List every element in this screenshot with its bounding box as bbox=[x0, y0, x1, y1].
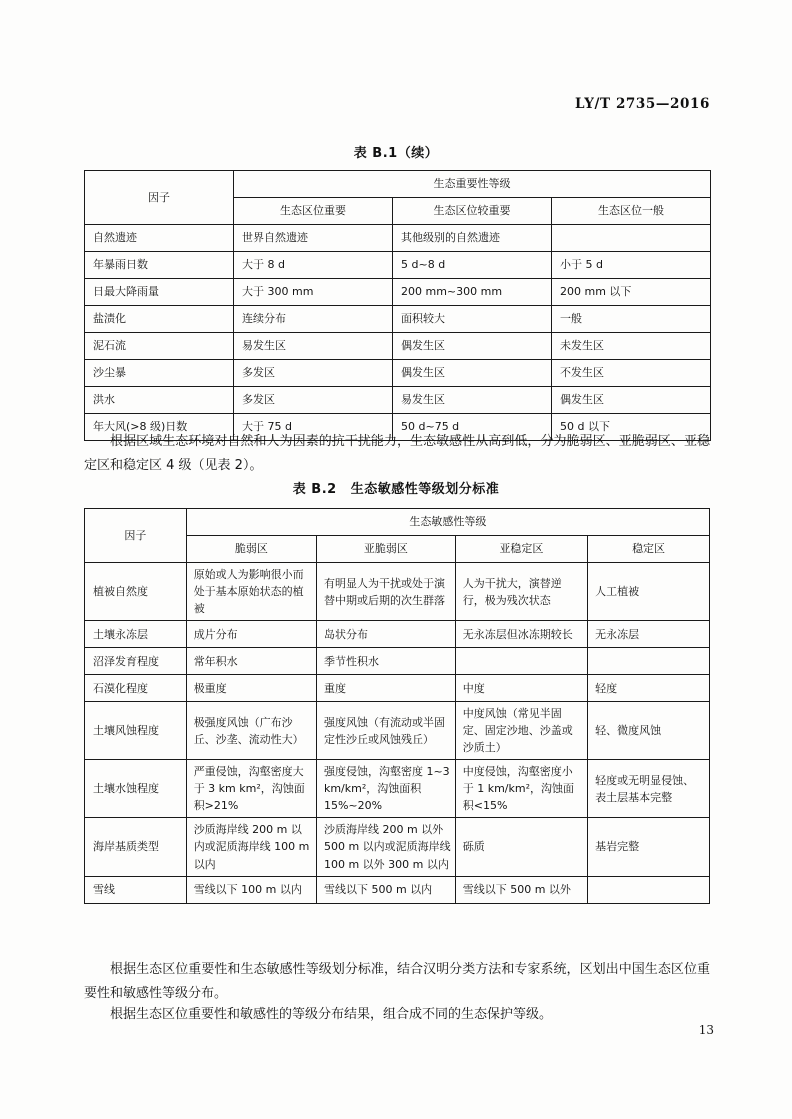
table-b1-cell bbox=[552, 225, 711, 252]
table-b1-cell: 不发生区 bbox=[552, 360, 711, 387]
table-b2-factor: 土壤风蚀程度 bbox=[85, 702, 187, 760]
table-b2-container bbox=[84, 508, 710, 904]
table-b2-caption-label: 表 B.2 bbox=[292, 482, 337, 497]
table-row bbox=[85, 279, 711, 306]
table-b2-cell: 重度 bbox=[316, 675, 455, 702]
table-b1-cell: 大于 300 mm bbox=[234, 279, 393, 306]
table-b2-cell: 强度风蚀（有流动或半固定性沙丘或风蚀残丘） bbox=[316, 702, 455, 760]
table-b2-factor: 雪线 bbox=[85, 876, 187, 903]
table-row bbox=[85, 252, 711, 279]
table-b2-cell: 季节性积水 bbox=[316, 648, 455, 675]
table-b2-cell: 轻度或无明显侵蚀、表土层基本完整 bbox=[588, 760, 710, 818]
table-b2-factor: 石漠化程度 bbox=[85, 675, 187, 702]
table-row bbox=[85, 563, 710, 621]
table-row bbox=[85, 225, 711, 252]
table-row bbox=[85, 648, 710, 675]
table-b1 bbox=[84, 170, 711, 441]
table-b1-cell: 5 d~8 d bbox=[393, 252, 552, 279]
table-b1-cell: 面积较大 bbox=[393, 306, 552, 333]
table-b1-head bbox=[85, 171, 711, 225]
table-b1-cell: 偶发生区 bbox=[393, 333, 552, 360]
table-b2-cell: 无永冻层但冰冻期较长 bbox=[455, 621, 587, 648]
table-row bbox=[85, 818, 710, 876]
table-b1-cell: 大于 8 d bbox=[234, 252, 393, 279]
table-b2-body bbox=[85, 563, 710, 904]
paragraph-text: 根据生态区位重要性和敏感性的等级分布结果，组合成不同的生态保护等级。 bbox=[110, 1007, 553, 1022]
table-b1-factor: 盐渍化 bbox=[85, 306, 234, 333]
table-row bbox=[85, 333, 711, 360]
table-row bbox=[85, 360, 711, 387]
table-b2-header-level-4: 稳定区 bbox=[588, 536, 710, 563]
table-b1-cell: 小于 5 d bbox=[552, 252, 711, 279]
table-b2-cell: 极强度风蚀（广布沙丘、沙垄、流动性大） bbox=[186, 702, 316, 760]
table-b2-cell: 成片分布 bbox=[186, 621, 316, 648]
table-b1-factor: 泥石流 bbox=[85, 333, 234, 360]
table-b1-factor: 洪水 bbox=[85, 387, 234, 414]
table-b2-cell: 轻、微度风蚀 bbox=[588, 702, 710, 760]
table-row bbox=[85, 760, 710, 818]
table-b1-cell: 多发区 bbox=[234, 387, 393, 414]
table-b1-factor: 年大风(>8 级)日数 bbox=[85, 414, 234, 441]
table-b2-cell: 雪线以下 500 m 以外 bbox=[455, 876, 587, 903]
table-b1-cell: 多发区 bbox=[234, 360, 393, 387]
table-b1-cell: 大于 75 d bbox=[234, 414, 393, 441]
table-b1-cell: 200 mm 以下 bbox=[552, 279, 711, 306]
table-b2-cell: 有明显人为干扰或处于演替中期或后期的次生群落 bbox=[316, 563, 455, 621]
table-b2-cell bbox=[588, 648, 710, 675]
table-b1-factor: 沙尘暴 bbox=[85, 360, 234, 387]
table-b1-cell: 偶发生区 bbox=[552, 387, 711, 414]
page-number: 13 bbox=[698, 1023, 714, 1037]
document-header bbox=[82, 96, 710, 116]
table-row bbox=[85, 171, 711, 198]
paragraph-zoning-result bbox=[84, 958, 710, 1006]
table-b2-cell: 中度风蚀（常见半固定、固定沙地、沙盖或沙质土） bbox=[455, 702, 587, 760]
table-row bbox=[85, 387, 711, 414]
table-b2-cell: 雪线以下 500 m 以内 bbox=[316, 876, 455, 903]
table-b2-cell: 极重度 bbox=[186, 675, 316, 702]
table-b2-cell: 人为干扰大，演替逆行，极为残次状态 bbox=[455, 563, 587, 621]
table-b1-cell: 其他级别的自然遗迹 bbox=[393, 225, 552, 252]
table-b2-cell: 砾质 bbox=[455, 818, 587, 876]
table-b1-cell: 200 mm~300 mm bbox=[393, 279, 552, 306]
standard-number: LY/T 2735—2016 bbox=[575, 96, 710, 112]
table-b2-cell: 人工植被 bbox=[588, 563, 710, 621]
table-b2-cell: 强度侵蚀，沟壑密度 1~3 km/km²，沟蚀面积 15%~20% bbox=[316, 760, 455, 818]
paragraph-protection-grade bbox=[84, 1003, 710, 1027]
table-b1-factor: 自然遗迹 bbox=[85, 225, 234, 252]
table-b2-cell: 岛状分布 bbox=[316, 621, 455, 648]
table-b1-container bbox=[84, 170, 711, 441]
table-b2-header-group: 生态敏感性等级 bbox=[186, 509, 709, 536]
table-b2-cell: 无永冻层 bbox=[588, 621, 710, 648]
paragraph-text: 根据区域生态环境对自然和人为因素的抗干扰能力，生态敏感性从高到低，分为脆弱区、亚脆弱区、亚稳定区和稳定区 4 级（见表 2）。 bbox=[84, 434, 710, 474]
table-b1-header-factor: 因子 bbox=[85, 171, 234, 225]
table-b2-head bbox=[85, 509, 710, 563]
table-b2 bbox=[84, 508, 710, 904]
table-b1-cell: 易发生区 bbox=[234, 333, 393, 360]
table-row bbox=[85, 306, 711, 333]
table-b1-cell: 易发生区 bbox=[393, 387, 552, 414]
table-b1-header-level-1: 生态区位重要 bbox=[234, 198, 393, 225]
table-b1-factor: 年暴雨日数 bbox=[85, 252, 234, 279]
table-b1-cell: 50 d~75 d bbox=[393, 414, 552, 441]
table-b1-body bbox=[85, 225, 711, 441]
table-b2-cell: 常年积水 bbox=[186, 648, 316, 675]
table-b1-cell: 偶发生区 bbox=[393, 360, 552, 387]
table-b2-cell bbox=[455, 648, 587, 675]
paragraph-ecological-sensitivity bbox=[84, 430, 710, 478]
table-b1-cell: 一般 bbox=[552, 306, 711, 333]
table-b2-cell: 沙质海岸线 200 m 以内或泥质海岸线 100 m 以内 bbox=[186, 818, 316, 876]
table-row bbox=[85, 675, 710, 702]
table-b2-cell: 中度 bbox=[455, 675, 587, 702]
table-b2-cell: 中度侵蚀，沟壑密度小于 1 km/km²，沟蚀面积<15% bbox=[455, 760, 587, 818]
table-b2-factor: 植被自然度 bbox=[85, 563, 187, 621]
table-b1-header-level-3: 生态区位一般 bbox=[552, 198, 711, 225]
table-b1-caption: 表 B.1（续） bbox=[353, 146, 439, 161]
table-row bbox=[85, 702, 710, 760]
table-b1-cell: 50 d 以下 bbox=[552, 414, 711, 441]
table-b1-cell: 未发生区 bbox=[552, 333, 711, 360]
table-b2-cell bbox=[588, 876, 710, 903]
table-b2-header-level-3: 亚稳定区 bbox=[455, 536, 587, 563]
table-b1-factor: 日最大降雨量 bbox=[85, 279, 234, 306]
table-row bbox=[85, 621, 710, 648]
table-b2-cell: 基岩完整 bbox=[588, 818, 710, 876]
table-row bbox=[85, 509, 710, 536]
table-b1-cell: 连续分布 bbox=[234, 306, 393, 333]
table-b2-header-level-1: 脆弱区 bbox=[186, 536, 316, 563]
table-b2-factor: 沼泽发育程度 bbox=[85, 648, 187, 675]
table-b1-header-group: 生态重要性等级 bbox=[234, 171, 711, 198]
table-b2-caption bbox=[0, 478, 792, 497]
table-b2-cell: 原始或人为影响很小而处于基本原始状态的植被 bbox=[186, 563, 316, 621]
paragraph-text: 根据生态区位重要性和生态敏感性等级划分标准，结合汉明分类方法和专家系统，区划出中国生态区位重要性和敏感性等级分布。 bbox=[84, 962, 710, 1002]
table-b1-cell: 世界自然遗迹 bbox=[234, 225, 393, 252]
table-b2-factor: 土壤永冻层 bbox=[85, 621, 187, 648]
table-b2-caption-title: 生态敏感性等级划分标准 bbox=[350, 482, 500, 497]
table-b1-header-level-2: 生态区位较重要 bbox=[393, 198, 552, 225]
table-b2-factor: 土壤水蚀程度 bbox=[85, 760, 187, 818]
table-b2-cell: 沙质海岸线 200 m 以外 500 m 以内或泥质海岸线 100 m 以外 300 m 以内 bbox=[316, 818, 455, 876]
table-row bbox=[85, 876, 710, 903]
table-b2-cell: 雪线以下 100 m 以内 bbox=[186, 876, 316, 903]
table-b2-header-factor: 因子 bbox=[85, 509, 187, 563]
table-b2-header-level-2: 亚脆弱区 bbox=[316, 536, 455, 563]
table-b2-cell: 严重侵蚀，沟壑密度大于 3 km km²，沟蚀面积>21% bbox=[186, 760, 316, 818]
table-b2-cell: 轻度 bbox=[588, 675, 710, 702]
table-b2-factor: 海岸基质类型 bbox=[85, 818, 187, 876]
